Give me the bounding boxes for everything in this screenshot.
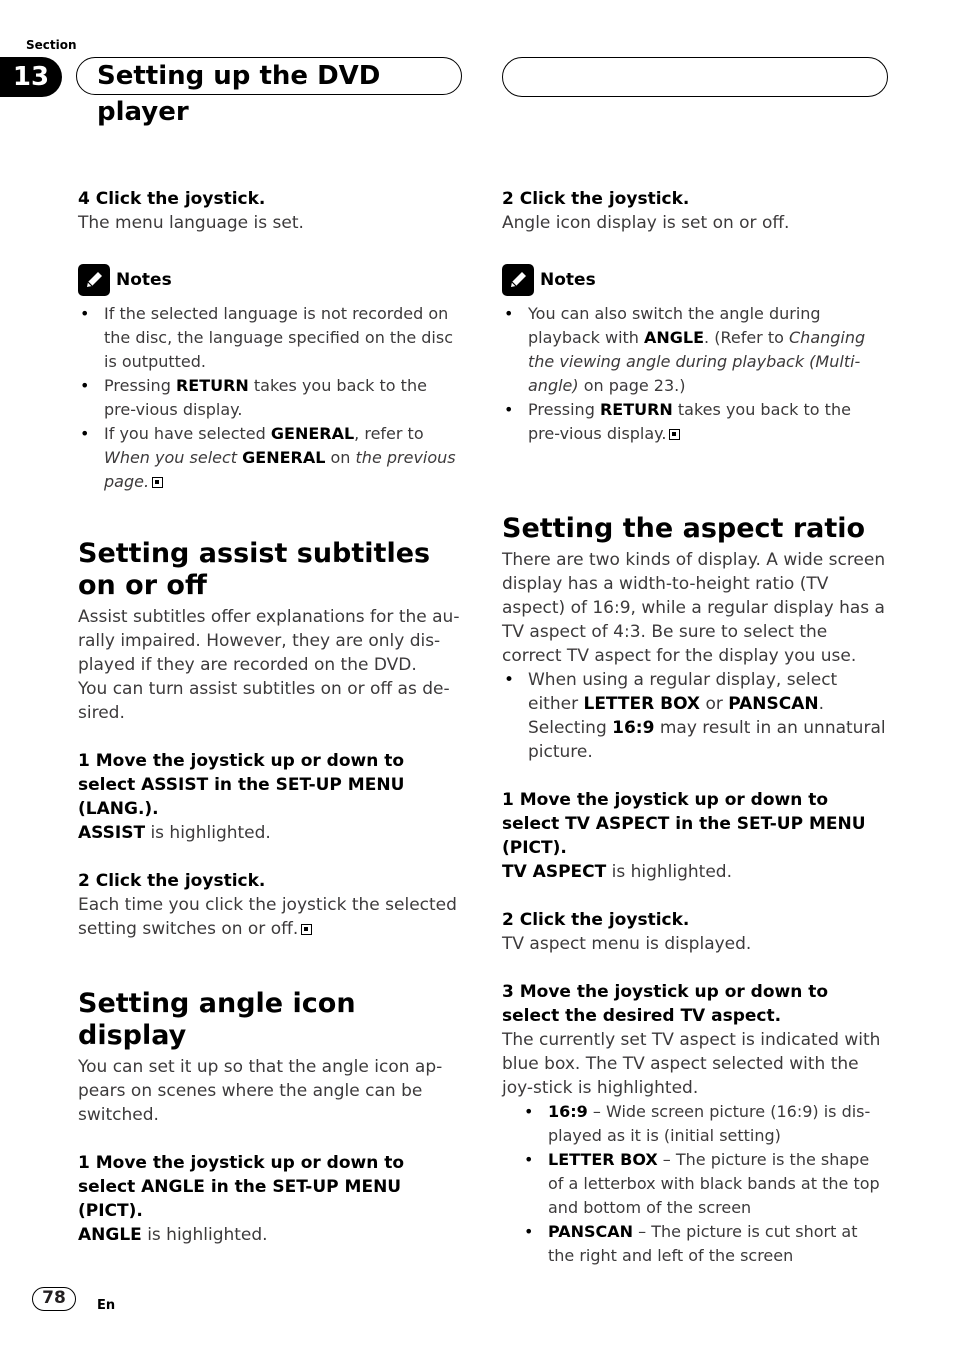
end-mark-icon	[669, 429, 680, 440]
angle-section	[78, 988, 464, 1247]
aspect-options-list	[502, 1100, 888, 1268]
aspect-option-item: • LETTER BOX – The picture is the shape of a letterbox with black bands at the top and bottom of the screen	[502, 1148, 888, 1220]
section-intro: You can turn assist subtitles on or off as de-sired.	[78, 679, 450, 723]
notes-label: Notes	[116, 270, 172, 290]
section-intro: You can set it up so that the angle icon ap-pears on scenes where the angle can be switched.	[78, 1057, 443, 1125]
section-heading: Setting assist subtitles on or off	[78, 538, 431, 601]
aspect-section	[502, 513, 888, 1268]
note-item: • Pressing RETURN takes you back to the pre-vious display.	[502, 398, 888, 446]
section-number: 13	[0, 57, 62, 97]
bullet-list	[502, 668, 888, 764]
end-mark-icon	[301, 924, 312, 935]
page-title: Setting up the DVD player	[76, 57, 462, 95]
note-item: • Pressing RETURN takes you back to the pre-vious display.	[78, 374, 464, 422]
aspect-option-item: • PANSCAN – The picture is cut short at the right and left of the screen	[502, 1220, 888, 1268]
notes-pencil-icon	[78, 264, 110, 296]
step-heading: 2 Click the joystick.	[502, 189, 690, 209]
notes-header	[78, 264, 464, 296]
bullet-item: • When using a regular display, select either LETTER BOX or PANSCAN. Selecting 16:9 may result in an unnatural picture.	[502, 668, 888, 764]
header-blank-pill	[502, 57, 888, 97]
step-heading: 1 Move the joystick up or down to select ASSIST in the SET-UP MENU (LANG.).	[78, 751, 405, 819]
left-step4	[78, 187, 464, 235]
step-heading: 3 Move the joystick up or down to select the desired TV aspect.	[502, 982, 829, 1026]
notes-pencil-icon	[502, 264, 534, 296]
note-item: • You can also switch the angle during playback with ANGLE. (Refer to Changing the viewing angle during playback (Multi-angle) on page 23.)	[502, 302, 888, 398]
step-text: The menu language is set.	[78, 213, 304, 233]
aspect-option-item: • 16:9 – Wide screen picture (16:9) is dis-played as it is (initial setting)	[502, 1100, 888, 1148]
note-item: • If the selected language is not recorded on the disc, the language specified on the disc is outputted.	[78, 302, 464, 374]
step-text: TV ASPECT is highlighted.	[502, 862, 733, 882]
end-mark-icon	[152, 477, 163, 488]
notes-list	[78, 302, 464, 494]
step-heading: 1 Move the joystick up or down to select ANGLE in the SET-UP MENU (PICT).	[78, 1153, 405, 1221]
step-text: Each time you click the joystick the selected setting switches on or off.	[78, 895, 457, 939]
right-step2	[502, 187, 888, 235]
section-heading: Setting the aspect ratio	[502, 513, 866, 544]
section-label: Section	[26, 38, 77, 52]
step-heading: 2 Click the joystick.	[502, 910, 690, 930]
page-number: 78	[32, 1287, 76, 1311]
notes-list	[502, 302, 888, 446]
notes-label: Notes	[540, 270, 596, 290]
step-text: ANGLE is highlighted.	[78, 1225, 268, 1245]
assist-section	[78, 538, 464, 941]
left-notes	[78, 264, 464, 494]
section-heading: Setting angle icon display	[78, 988, 356, 1051]
notes-header	[502, 264, 888, 296]
step-heading: 2 Click the joystick.	[78, 871, 266, 891]
language-code: En	[97, 1298, 116, 1313]
note-item: • If you have selected GENERAL, refer to When you select GENERAL on the previous page.	[78, 422, 464, 494]
step-text: ASSIST is highlighted.	[78, 823, 271, 843]
section-intro: There are two kinds of display. A wide screen display has a width-to-height ratio (TV aspect) of 16:9, while a regular display has a TV aspect of 4:3. Be sure to select the correct TV aspect for the display you use.	[502, 550, 886, 666]
step-text: Angle icon display is set on or off.	[502, 213, 790, 233]
step-text: TV aspect menu is displayed.	[502, 934, 752, 954]
right-notes	[502, 264, 888, 446]
step-heading: 4 Click the joystick.	[78, 189, 266, 209]
step-text: The currently set TV aspect is indicated with blue box. The TV aspect selected with the joy-stick is highlighted.	[502, 1030, 881, 1098]
section-intro: Assist subtitles offer explanations for the au-rally impaired. However, they are only dis-played if they are recorded on the DVD.	[78, 607, 460, 675]
step-heading: 1 Move the joystick up or down to select TV ASPECT in the SET-UP MENU (PICT).	[502, 790, 866, 858]
